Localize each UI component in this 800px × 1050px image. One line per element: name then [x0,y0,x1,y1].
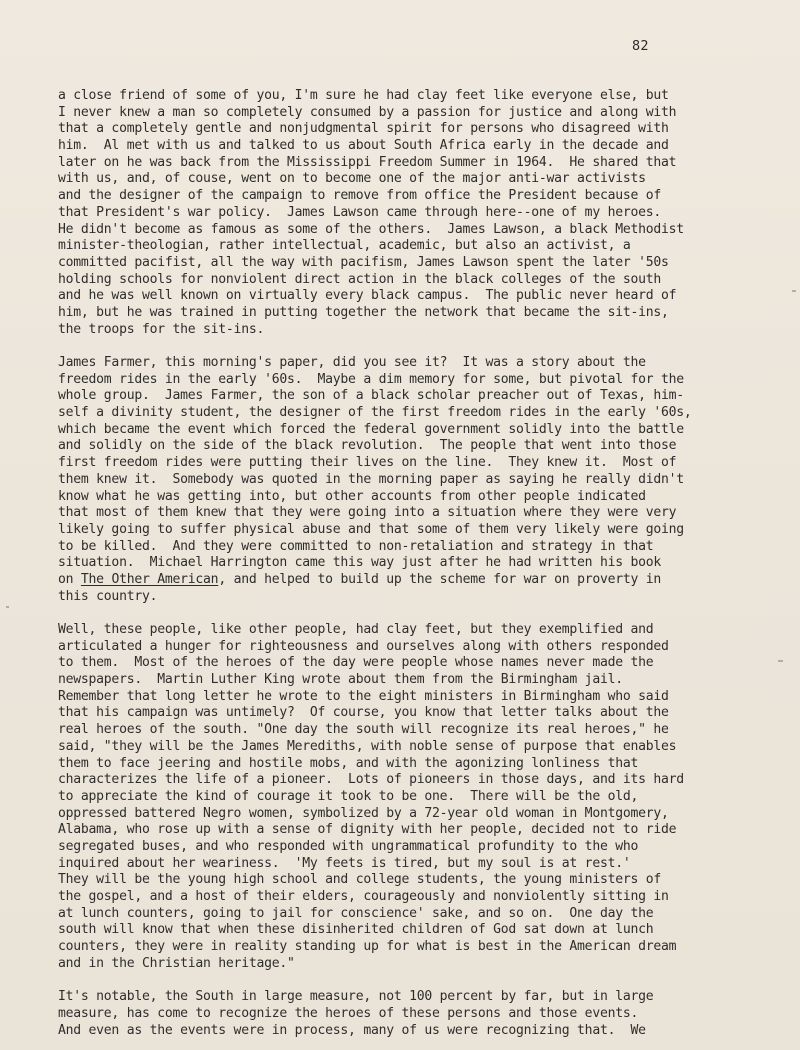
text-line: segregated buses, and who responded with ungrammatical profundity to the who [58,838,639,854]
text-line: the gospel, and a host of their elders, courageously and nonviolently sitting in [58,889,669,904]
text-line: the troops for the sit-ins. [58,321,265,337]
text-line: a close friend of some of you, I'm sure he had clay feet like everyone else, but [58,88,669,103]
text-line: later on he was back from the Mississippi Freedom Summer in 1964. He shared that [58,154,677,170]
scan-mark [792,290,796,292]
text-line: minister-theologian, rather intellectual, academic, but also an activist, a [58,238,631,254]
text-line: know what he was getting into, but other accounts from other people indicated [58,488,646,504]
text-line: to be killed. And they were committed to non-retaliation and strategy in that [58,538,654,554]
text-line: I never knew a man so completely consumed by a passion for justice and along with [58,104,677,120]
text-line: that a completely gentle and nonjudgmental spirit for persons who disagreed with [58,121,669,137]
text-line: whole group. James Farmer, the son of a black scholar preacher out of Texas, him- [58,388,684,404]
text-line: said, "they will be the James Merediths, with noble sense of purpose that enables [58,738,677,754]
text-line: this country. [58,588,158,604]
text-line: to appreciate the kind of courage it took to be one. There will be the old, [58,788,639,804]
text-line: which became the event which forced the federal government solidly into the battle [58,421,684,437]
text-line: south will know that when these disinherited children of God sat down at lunch [58,922,654,938]
text-line: with us, and, of couse, went on to become one of the major anti-war activists [58,171,646,187]
paragraph-gap [58,972,758,989]
text-line: likely going to suffer physical abuse and that some of them very likely were going [58,521,684,537]
text-line: Remember that long letter he wrote to the eight ministers in Birmingham who said [58,688,669,704]
text-line: at lunch counters, going to jail for conscience' sake, and so on. One day the [58,905,654,921]
text-line: to them. Most of the heroes of the day were people whose names never made the [58,655,654,671]
text-line: them knew it. Somebody was quoted in the morning paper as saying he really didn't [58,471,684,487]
text-line: He didn't become as famous as some of the others. James Lawson, a black Methodist [58,221,684,237]
text-line: committed pacifist, all the way with pacifism, James Lawson spent the later '50s [58,254,669,270]
text-line: and solidly on the side of the black revolution. The people that went into those [58,438,677,454]
text-line: that President's war policy. James Lawson came through here--one of my heroes. [58,204,662,220]
text-line: and he was well known on virtually every black campus. The public never heard of [58,288,677,304]
text-line: It's notable, the South in large measure, not 100 percent by far, but in large [58,989,654,1005]
text-line: inquired about her weariness. 'My feets is tired, but my soul is at rest.' [58,855,631,871]
scan-mark [6,606,9,608]
text-line: them to face jeering and hostile mobs, and with the agonizing lonliness that [58,755,639,771]
text-line: him. Al met with us and talked to us about South Africa early in the decade and [58,138,669,154]
text-line: newspapers. Martin Luther King wrote about them from the Birmingham jail. [58,672,623,688]
text-line: that his campaign was untimely? Of course, you know that letter talks about the [58,705,669,721]
page-number: 82 [632,38,649,54]
text-segment: on [58,571,81,587]
text-line: holding schools for nonviolent direct action in the black colleges of the south [58,271,662,287]
text-line: characterizes the life of a pioneer. Lots of pioneers in those days, and its hard [58,772,684,788]
scan-mark [778,660,783,662]
book-title: The Other American [80,571,219,587]
text-line: first freedom rides were putting their lives on the line. They knew it. Most of [58,455,677,471]
text-line: oppressed battered Negro women, symbolized by a 72-year old woman in Montgomery, [58,805,669,821]
text-line: And even as the events were in process, many of us were recognizing that. We [58,1022,646,1038]
text-line: that most of them knew that they were going into a situation where they were very [58,505,677,521]
text-line: self a divinity student, the designer of the first freedom rides in the early '60s, [58,405,692,421]
text-line: counters, they were in reality standing up for what is best in the American dream [58,939,677,955]
body-text [58,88,758,1039]
text-line: articulated a hunger for righteousness and ourselves along with others responded [58,638,669,654]
paragraph-gap [58,338,758,355]
text-line: situation. Michael Harrington came this way just after he had written his book [58,555,662,571]
text-line: and in the Christian heritage." [58,955,295,971]
text-line: real heroes of the south. "One day the south will recognize its real heroes," he [58,722,669,738]
text-line: James Farmer, this morning's paper, did you see it? It was a story about the [58,355,646,370]
text-segment: , and helped to build up the scheme for war on proverty in [218,571,662,587]
text-line: Alabama, who rose up with a sense of dignity with her people, decided not to ride [58,822,677,838]
text-line: measure, has come to recognize the heroes of these persons and those events. [58,1005,639,1021]
paragraph-gap [58,605,758,622]
text-line: freedom rides in the early '60s. Maybe a dim memory for some, but pivotal for the [58,371,684,387]
text-line: Well, these people, like other people, had clay feet, but they exemplified and [58,622,654,637]
text-line [58,572,758,589]
text-line: him, but he was trained in putting together the network that became the sit-ins, [58,304,669,320]
text-line: and the designer of the campaign to remove from office the President because of [58,188,662,204]
text-line: They will be the young high school and college students, the young ministers of [58,872,662,888]
